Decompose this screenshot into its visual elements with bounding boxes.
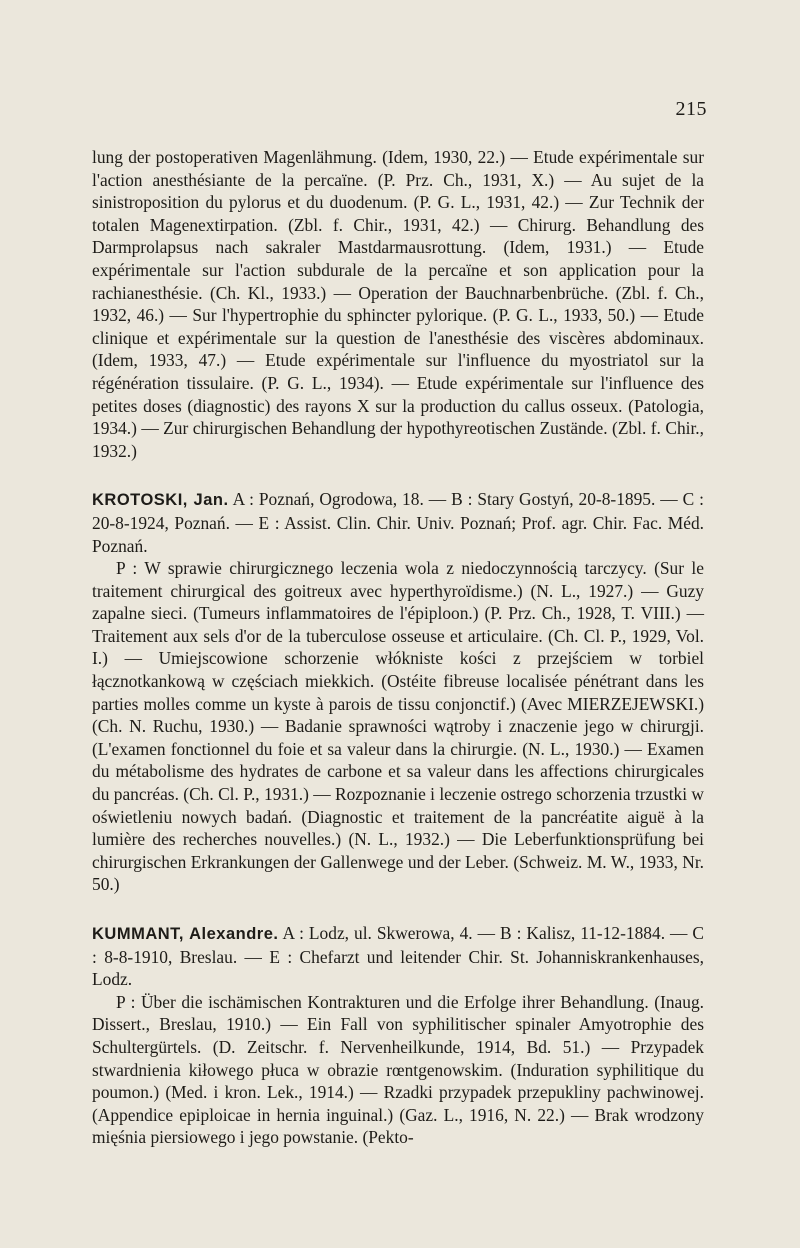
entry-publications: P : Über die ischämischen Kontrakturen und die Erfolge ihrer Behandlung. (Inaug. Dissert., Breslau, 1910.) — Ein Fall von syphilitischer spinaler Amyotrophie des Schultergürtels. (D. Zeitschr. f. Nervenheilkunde, 1914, Bd. 51.) — Przypadek stwardnienia kiłowego płuca w obrazie rœntgenowskim. (Induration syphilitique du poumon.) (Med. i kron. Lek., 1914.) — Rzadki przypadek przepukliny pachwinowej. (Appendice epiploicae in hernia inguinal.) (Gaz. L., 1916, N. 22.) — Brak wrodzony mięśnia piersiowego i jego powstanie. (Pekto- xyxy=(92,991,704,1148)
continued-entry-text: lung der postoperativen Magenlähmung. (Idem, 1930, 22.) — Etude expérimentale sur l'action anesthésiante de la percaïne. (P. Prz. Ch., 1931, X.) — Au sujet de la sinistroposition du pylorus et du duodenum. (P. G. L., 1931, 42.) — Zur Technik der totalen Magenextirpation. (Zbl. f. Chir., 1931, 42.) — Chirurg. Behandlung des Darmprolapsus nach sakraler Mastdarmausrottung. (Idem, 1931.) — Etude expérimentale sur l'action subdurale de la percaïne et son application pour la rachianesthésie. (Ch. Kl., 1933.) — Operation der Bauchnarbenbrüche. (Zbl. f. Ch., 1932, 46.) — Sur l'hypertrophie du sphincter pylorique. (P. G. L., 1933, 50.) — Etude clinique et expérimentale sur la question de l'anesthésie des viscères abdominaux. (Idem, 1933, 47.) — Etude expérimentale sur l'influence du myostriatol sur la régénération tissulaire. (P. G. L., 1934). — Etude expérimentale sur l'influence des petites doses (diagnostic) des rayons X sur la production du callus osseux. (Patologia, 1934.) — Zur chirurgischen Behandlung der hypothyreotischen Zustände. (Zbl. f. Chir., 1932.) xyxy=(92,147,704,461)
entry-name: KUMMANT, Alexandre. xyxy=(92,925,279,943)
entry-kummant xyxy=(92,922,704,1149)
entry-header xyxy=(92,922,704,991)
page-content xyxy=(92,146,704,1149)
page-number: 215 xyxy=(675,98,707,120)
entry-krotoski xyxy=(92,488,704,896)
entry-details: A : Poznań, Ogrodowa, 18. — B : Stary Gostyń, 20-8-1895. — C : 20-8-1924, Poznań. — E : Assist. Clin. Chir. Univ. Poznań; Prof. agr. Chir. Fac. Méd. Poznań. xyxy=(92,489,704,556)
entry-details: A : Lodz, ul. Skwerowa, 4. — B : Kalisz, 11-12-1884. — C : 8-8-1910, Breslau. — E : Chefarzt und leitender Chir. St. Johanniskrankenhauses, Lodz. xyxy=(92,923,705,990)
entry-name: KROTOSKI, Jan. xyxy=(92,491,229,510)
entry-header xyxy=(92,488,704,557)
entry-publications: P : W sprawie chirurgicznego leczenia wola z niedoczynnością tarczycy. (Sur le traitement chirurgical des goitreux avec hyperthyroïdisme.) (N. L., 1927.) — Guzy zapalne sieci. (Tumeurs inflammatoires de l'épiploon.) (P. Prz. Ch., 1928, T. VIII.) — Traitement aux sels d'or de la tuberculose osseuse et articulaire. (Ch. Cl. P., 1929, Vol. I.) — Umiejscowione schorzenie włókniste kości z przejściem w torbiel łącznotkankową w częściach miekkich. (Ostéite fibreuse localisée pénétrant dans les parties molles comme un kyste à parois de tissu conjonctif.) (Avec MIERZEJEWSKI.) (Ch. N. Ruchu, 1930.) — Badanie sprawności wątroby i znaczenie jego w chirurgji. (L'examen fonctionnel du foie et sa valeur dans la chirurgie. (N. L., 1930.) — Examen du métabolisme des hydrates de carbone et sa valeur dans les affections chirurgicales du pancréas. (Ch. Cl. P., 1931.) — Rozpoznanie i leczenie ostrego schorzenia trzustki w oświetleniu nowych badań. (Diagnostic et traitement de la pancréatite aiguë à la lumière des recherches nouvelles.) (N. L., 1932.) — Die Leberfunktionsprüfung bei chirurgischen Erkrankungen der Gallenwege und der Leber. (Schweiz. M. W., 1933, Nr. 50.) xyxy=(92,558,704,895)
